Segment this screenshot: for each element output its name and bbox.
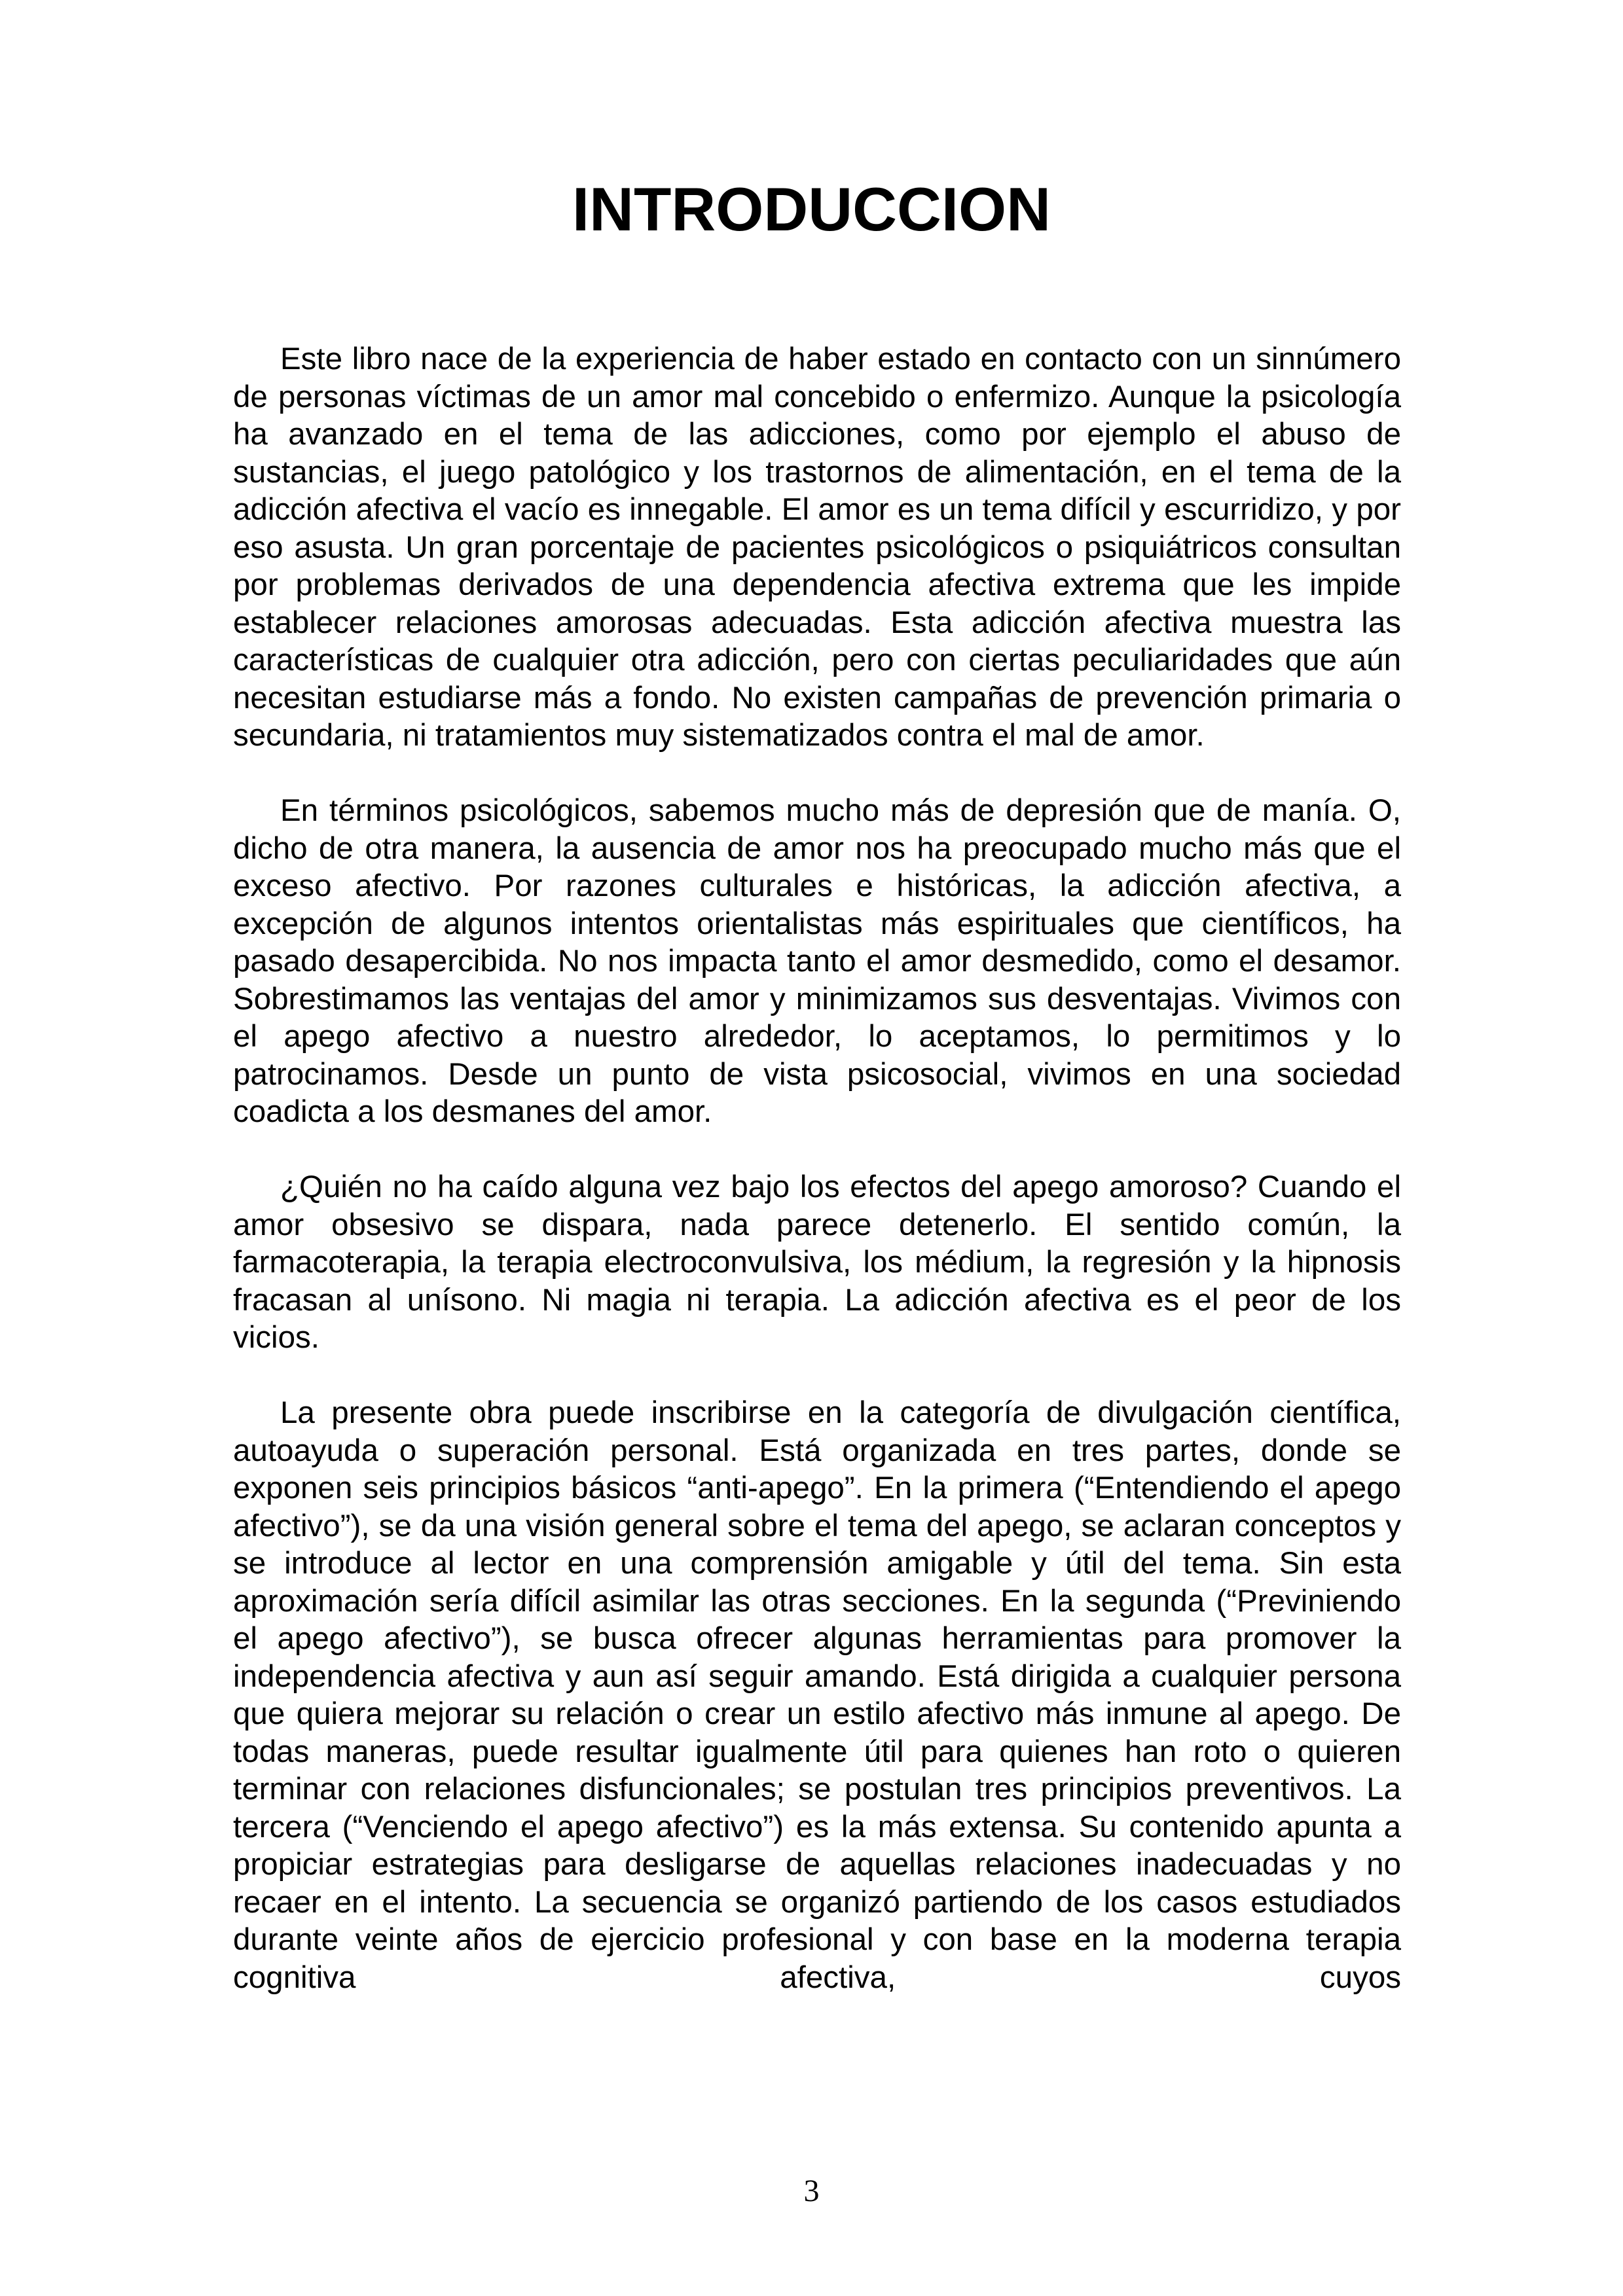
paragraph-2: En términos psicológicos, sabemos mucho más de depresión que de manía. O, dicho de otra manera, la ausencia de amor nos ha preocupado mucho más que el exceso afectivo. Por razones culturales e históricas, la adicción afectiva, a excepción de algunos intentos orientalistas más espirituales que científicos, ha pasado desapercibida. No nos impacta tanto el amor desmedido, como el desamor. Sobrestimamos las ventajas del amor y minimizamos sus desventajas. Vivimos con el apego afectivo a nuestro alrededor, lo aceptamos, lo permitimos y lo patrocinamos. Desde un punto de vista psicosocial, vivimos en una sociedad coadicta a los desmanes del amor. [233, 793, 1401, 1129]
page-number: 3 [803, 2174, 820, 2208]
paragraph-3: ¿Quién no ha caído alguna vez bajo los efectos del apego amoroso? Cuando el amor obsesivo se dispara, nada parece detenerlo. El sentido común, la farmacoterapia, la terapia electroconvulsiva, los médium, la regresión y la hipnosis fracasan al unísono. Ni magia ni terapia. La adicción afectiva es el peor de los vicios. [233, 1170, 1401, 1355]
page-title: INTRODUCCION [572, 175, 1051, 243]
paragraph-4: La presente obra puede inscribirse en la categoría de divulgación científica, autoayuda o superación personal. Está organizada en tres partes, donde se exponen seis principios básicos “anti-apego”. En la primera (“Entendiendo el apego afectivo”), se da una visión general sobre el tema del apego, se aclaran conceptos y se introduce al lector en una comprensión amigable y útil del tema. Sin esta aproximación sería difícil asimilar las otras secciones. En la segunda (“Previniendo el apego afectivo”), se busca ofrecer algunas herramientas para promover la independencia afectiva y aun así seguir amando. Está dirigida a cualquier persona que quiera mejorar su relación o crear un estilo afectivo más inmune al apego. De todas maneras, puede resultar igualmente útil para quienes han roto o quieren terminar con relaciones disfuncionales; se postulan tres principios preventivos. La tercera (“Venciendo el apego afectivo”) es la más extensa. Su contenido apunta a propiciar estrategias para desligarse de aquellas relaciones inadecuadas y no recaer en el intento. La secuencia se organizó partiendo de los casos estudiados durante veinte años de ejercicio profesional y con base en la moderna terapia cognitiva afectiva, cuyos [233, 1395, 1401, 1995]
paragraph-1: Este libro nace de la experiencia de haber estado en contacto con un sinnúmero de personas víctimas de un amor mal concebido o enfermizo. Aunque la psicología ha avanzado en el tema de las adicciones, como por ejemplo el abuso de sustancias, el juego patológico y los trastornos de alimentación, en el tema de la adicción afectiva el vacío es innegable. El amor es un tema difícil y escurridizo, y por eso asusta. Un gran porcentaje de pacientes psicológicos o psiquiátricos consultan por problemas derivados de una dependencia afectiva extrema que les impide establecer relaciones amorosas adecuadas. Esta adicción afectiva muestra las características de cualquier otra adicción, pero con ciertas peculiaridades que aún necesitan estudiarse más a fondo. No existen campañas de prevención primaria o secundaria, ni tratamientos muy sistematizados contra el mal de amor. [233, 342, 1401, 753]
body-text [233, 340, 1401, 1996]
